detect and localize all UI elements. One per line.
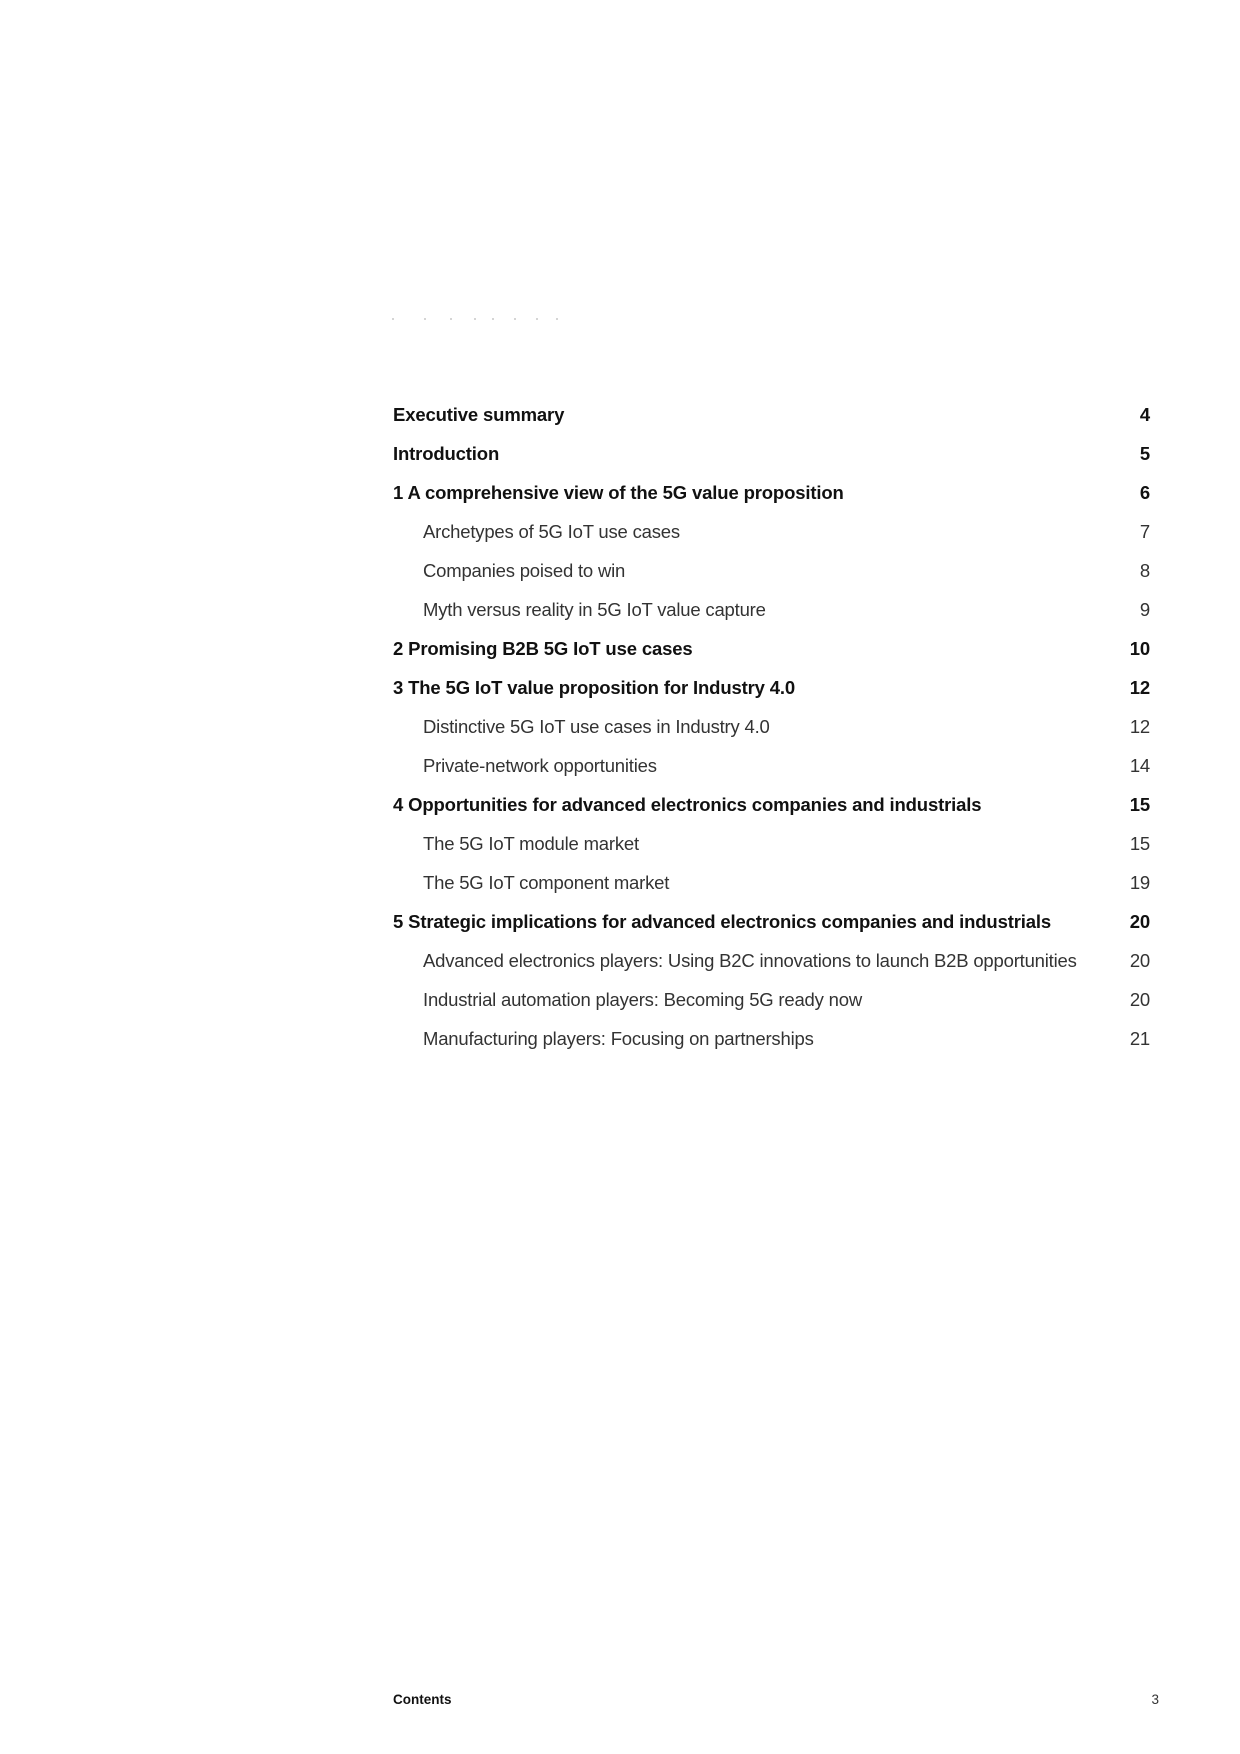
toc-entry[interactable] bbox=[393, 551, 1150, 590]
toc-entry-page: 19 bbox=[1129, 872, 1150, 893]
toc-entry-page: 12 bbox=[1129, 716, 1150, 737]
toc-entry-page: 14 bbox=[1129, 755, 1150, 776]
toc-entry-title: Myth versus reality in 5G IoT value capture bbox=[423, 599, 766, 620]
toc-entry[interactable] bbox=[393, 590, 1150, 629]
toc-entry-page: 5 bbox=[1139, 443, 1150, 464]
toc-entry[interactable] bbox=[393, 746, 1150, 785]
toc-entry-page: 7 bbox=[1139, 521, 1150, 542]
toc-entry-title: Industrial automation players: Becoming 5G ready now bbox=[423, 989, 862, 1010]
toc-entry-page: 20 bbox=[1129, 911, 1150, 932]
toc-entry[interactable] bbox=[393, 785, 1150, 824]
toc-entry[interactable] bbox=[393, 980, 1150, 1019]
toc-entry-title: Private-network opportunities bbox=[423, 755, 657, 776]
toc-entry-page: 12 bbox=[1129, 677, 1150, 698]
footer-section-label: Contents bbox=[393, 1692, 452, 1707]
toc-entry[interactable] bbox=[393, 1019, 1150, 1058]
toc-entry-title: Executive summary bbox=[393, 404, 565, 425]
toc-entry-page: 20 bbox=[1129, 950, 1150, 971]
toc-entry[interactable] bbox=[393, 668, 1150, 707]
toc-entry-page: 6 bbox=[1139, 482, 1150, 503]
toc-entry-page: 8 bbox=[1139, 560, 1150, 581]
toc-entry-page: 21 bbox=[1129, 1028, 1150, 1049]
toc-entry[interactable] bbox=[393, 395, 1150, 434]
toc-entry[interactable] bbox=[393, 629, 1150, 668]
toc-entry-title: Advanced electronics players: Using B2C innovations to launch B2B opportunities bbox=[423, 950, 1077, 971]
toc-entry[interactable] bbox=[393, 824, 1150, 863]
toc-entry-title: 5 Strategic implications for advanced electronics companies and industrials bbox=[393, 911, 1052, 932]
toc-entry-title: Distinctive 5G IoT use cases in Industry 4.0 bbox=[423, 716, 770, 737]
toc-entry[interactable] bbox=[393, 434, 1150, 473]
toc-entry[interactable] bbox=[393, 941, 1150, 980]
toc-entry[interactable] bbox=[393, 512, 1150, 551]
decorative-dots bbox=[392, 318, 562, 322]
toc-entry-title: Manufacturing players: Focusing on partnerships bbox=[423, 1028, 814, 1049]
toc-entry-title: The 5G IoT component market bbox=[423, 872, 670, 893]
toc-entry-page: 20 bbox=[1129, 989, 1150, 1010]
toc-entry-title: Archetypes of 5G IoT use cases bbox=[423, 521, 680, 542]
toc-entry-page: 15 bbox=[1129, 794, 1150, 815]
toc-entry-title: 3 The 5G IoT value proposition for Industry 4.0 bbox=[393, 677, 796, 698]
toc-entry-title: 4 Opportunities for advanced electronics companies and industrials bbox=[393, 794, 982, 815]
toc-entry-title: The 5G IoT module market bbox=[423, 833, 639, 854]
toc-entry-title: Companies poised to win bbox=[423, 560, 626, 581]
toc-entry-page: 10 bbox=[1129, 638, 1150, 659]
footer-page-number: 3 bbox=[1151, 1692, 1159, 1707]
table-of-contents bbox=[393, 395, 1150, 1058]
toc-entry-page: 4 bbox=[1139, 404, 1150, 425]
toc-entry[interactable] bbox=[393, 902, 1150, 941]
toc-entry[interactable] bbox=[393, 707, 1150, 746]
toc-entry[interactable] bbox=[393, 473, 1150, 512]
toc-entry[interactable] bbox=[393, 863, 1150, 902]
toc-entry-title: 1 A comprehensive view of the 5G value proposition bbox=[393, 482, 844, 503]
toc-entry-title: Introduction bbox=[393, 443, 500, 464]
toc-entry-page: 15 bbox=[1129, 833, 1150, 854]
toc-entry-title: 2 Promising B2B 5G IoT use cases bbox=[393, 638, 693, 659]
toc-entry-page: 9 bbox=[1139, 599, 1150, 620]
